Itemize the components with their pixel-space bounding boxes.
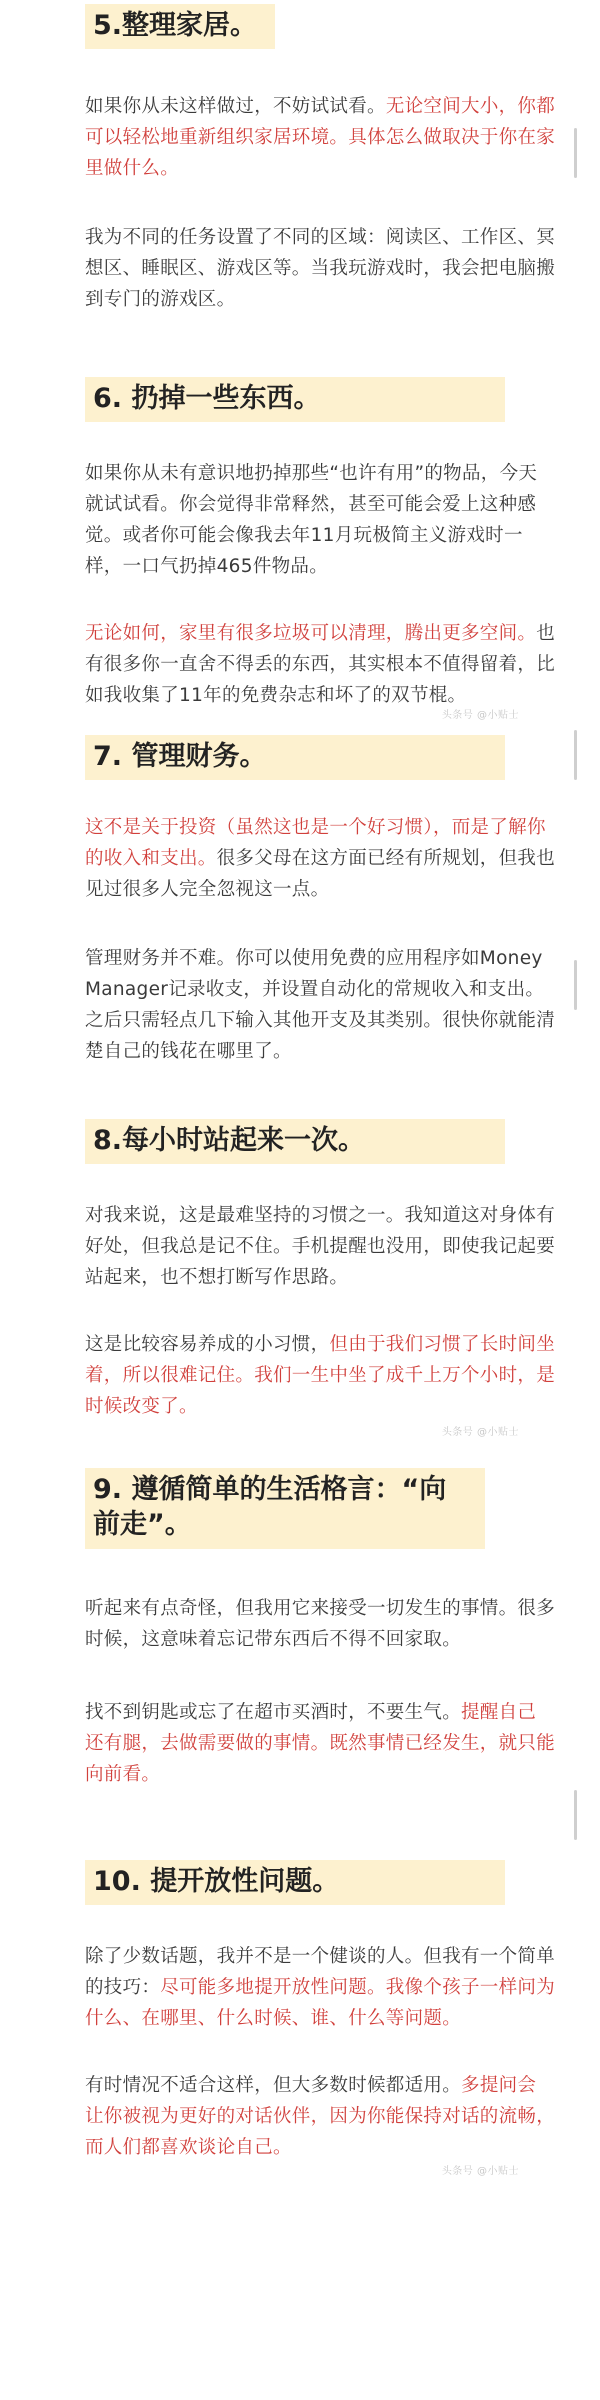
highlight-text: 提醒自己还有腿，去做需要做的事情。既然事情已经发生，就只能向前看。 bbox=[85, 1701, 556, 1785]
paragraph-text: 也有很多你一直舍不得丢的东西，其实根本不值得留着，比如我收集了11年的免费杂志和坏了的双节棍。 bbox=[85, 623, 556, 707]
section-9 bbox=[85, 1468, 555, 1789]
paragraph bbox=[85, 1697, 555, 1790]
highlight-text: 无论空间大小，你都可以轻松地重新组织家居环境。具体怎么做取决于你在家里做什么。 bbox=[85, 96, 556, 180]
highlight-text: 多提问会让你被视为更好的对话伙伴，因为你能保持对话的流畅，而人们都喜欢谈论自己。 bbox=[85, 2074, 556, 2158]
section-10 bbox=[85, 1860, 556, 2177]
paragraph bbox=[85, 1941, 555, 2034]
section-heading: 6. 扔掉一些东西。 bbox=[85, 377, 505, 422]
paragraph bbox=[85, 1329, 555, 1422]
watermark: 头条号 @小贴士 bbox=[441, 1427, 519, 1439]
paragraph bbox=[85, 91, 555, 184]
section-heading: 8.每小时站起来一次。 bbox=[85, 1119, 505, 1164]
paragraph-text: 除了少数话题，我并不是一个健谈的人。但我有一个简单的技巧： bbox=[85, 1945, 556, 1998]
section-heading: 7. 管理财务。 bbox=[85, 735, 505, 780]
paragraph-text: 这是比较容易养成的小习惯， bbox=[85, 1334, 330, 1356]
scrollbar-thumb[interactable] bbox=[574, 730, 577, 780]
section-5 bbox=[85, 0, 555, 315]
section-heading: 10. 提开放性问题。 bbox=[85, 1860, 505, 1905]
section-heading: 9. 遵循简单的生活格言：“向前走”。 bbox=[85, 1468, 485, 1548]
scrollbar-thumb[interactable] bbox=[574, 1790, 577, 1840]
paragraph bbox=[85, 812, 555, 905]
paragraph-text: 如果你从未这样做过，不妨试试看。 bbox=[85, 96, 386, 118]
paragraph-text: 找不到钥匙或忘了在超市买酒时，不要生气。 bbox=[85, 1701, 462, 1723]
paragraph: 我为不同的任务设置了不同的区域：阅读区、工作区、冥想区、睡眠区、游戏区等。当我玩游戏时，我会把电脑搬到专门的游戏区。 bbox=[85, 227, 556, 311]
section-7 bbox=[85, 735, 555, 1067]
section-heading: 5.整理家居。 bbox=[85, 4, 275, 49]
paragraph-text: 很多父母在这方面已经有所规划，但我也见过很多人完全忽视这一点。 bbox=[85, 848, 556, 901]
watermark: 头条号 @小贴士 bbox=[441, 710, 519, 722]
section-6 bbox=[85, 377, 556, 722]
paragraph bbox=[85, 618, 555, 711]
scrollbar-thumb[interactable] bbox=[574, 960, 577, 1010]
section-8 bbox=[85, 1119, 556, 1439]
paragraph: 对我来说，这是最难坚持的习惯之一。我知道这对身体有好处，但我总是记不住。手机提醒也没用，即使我记起要站起来，也不想打断写作思路。 bbox=[85, 1205, 556, 1289]
paragraph bbox=[85, 2070, 555, 2163]
watermark: 头条号 @小贴士 bbox=[441, 2165, 519, 2177]
paragraph: 如果你从未有意识地扔掉那些“也许有用”的物品，今天就试试看。你会觉得非常释然，甚至可能会爱上这种感觉。或者你可能会像我去年11月玩极简主义游戏时一样，一口气扔掉465件物品。 bbox=[85, 463, 538, 578]
highlight-text: 这不是关于投资（虽然这也是一个好习惯），而是了解你的收入和支出。 bbox=[85, 817, 546, 870]
highlight-text: 无论如何，家里有很多垃圾可以清理，腾出更多空间。 bbox=[85, 623, 537, 645]
paragraph: 管理财务并不难。你可以使用免费的应用程序如Money Manager记录收支，并设置自动化的常规收入和支出。之后只需轻点几下输入其他开支及其类别。很快你就能清楚自己的钱花在哪里了。 bbox=[85, 948, 556, 1063]
paragraph-text: 有时情况不适合这样，但大多数时候都适用。 bbox=[85, 2074, 462, 2096]
paragraph: 听起来有点奇怪，但我用它来接受一切发生的事情。很多时候，这意味着忘记带东西后不得不回家取。 bbox=[85, 1597, 556, 1650]
highlight-text: 尽可能多地提开放性问题。我像个孩子一样问为什么、在哪里、什么时候、谁、什么等问题。 bbox=[85, 1976, 556, 2029]
scrollbar-thumb[interactable] bbox=[574, 128, 577, 178]
highlight-text: 但由于我们习惯了长时间坐着，所以很难记住。我们一生中坐了成千上万个小时，是时候改变了。 bbox=[85, 1334, 556, 1418]
